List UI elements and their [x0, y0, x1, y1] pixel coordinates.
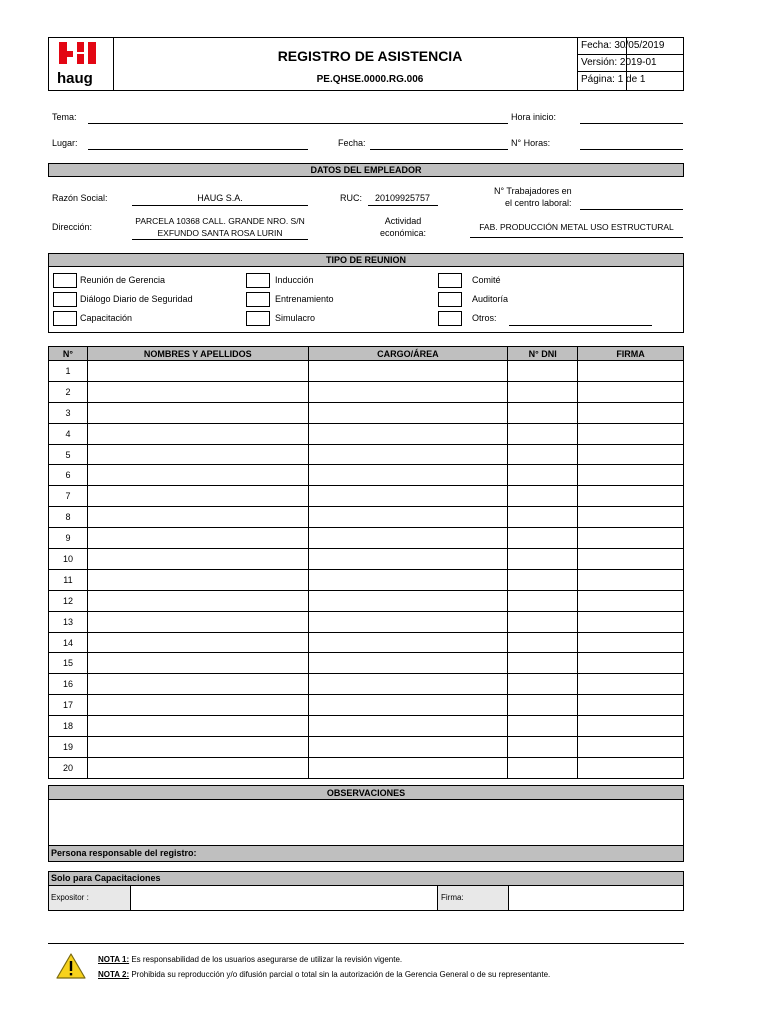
row-dni-cell[interactable] — [508, 528, 578, 549]
nota-1-text: Es responsabilidad de los usuarios asegurarse de utilizar la revisión vigente. — [129, 955, 403, 964]
row-number: 8 — [49, 507, 88, 528]
actividad-value: FAB. PRODUCCIÓN METAL USO ESTRUCTURAL — [479, 222, 674, 232]
row-cargo-cell[interactable] — [308, 653, 508, 674]
row-cargo-cell[interactable] — [308, 737, 508, 758]
row-dni-cell[interactable] — [508, 695, 578, 716]
table-row — [49, 653, 684, 674]
option-dialogo-diario: Diálogo Diario de Seguridad — [80, 294, 193, 304]
direccion-field[interactable] — [132, 239, 308, 240]
nota-1 — [98, 955, 402, 964]
checkbox-induccion[interactable] — [246, 273, 270, 288]
tema-field[interactable] — [88, 123, 508, 124]
row-cargo-cell[interactable] — [308, 674, 508, 695]
table-row — [49, 695, 684, 716]
option-reunion-gerencia: Reunión de Gerencia — [80, 275, 166, 285]
row-number: 10 — [49, 549, 88, 570]
nota-2 — [98, 970, 550, 979]
table-row — [49, 444, 684, 465]
header-pagina: Página: 1 de 1 — [581, 74, 646, 85]
col-header-dni: N° DNI — [508, 347, 578, 361]
checkbox-otros[interactable] — [438, 311, 462, 326]
hora-inicio-field[interactable] — [580, 123, 683, 124]
row-dni-cell[interactable] — [508, 381, 578, 402]
row-cargo-cell[interactable] — [308, 716, 508, 737]
header-version: Versión: 2019-01 — [578, 55, 683, 72]
fecha-label: Fecha: — [338, 138, 366, 148]
row-number: 9 — [49, 528, 88, 549]
row-cargo-cell[interactable] — [308, 569, 508, 590]
row-firma-cell[interactable] — [578, 528, 684, 549]
row-number: 6 — [49, 465, 88, 486]
table-row — [49, 507, 684, 528]
row-names-cell[interactable] — [87, 716, 308, 737]
row-number: 19 — [49, 737, 88, 758]
document-title: REGISTRO DE ASISTENCIA — [277, 48, 463, 64]
row-firma-cell[interactable] — [578, 402, 684, 423]
row-number: 16 — [49, 674, 88, 695]
row-names-cell[interactable] — [87, 402, 308, 423]
table-row — [49, 737, 684, 758]
actividad-field[interactable] — [470, 237, 683, 238]
capacitaciones-title: Solo para Capacitaciones — [48, 871, 684, 886]
table-row — [49, 486, 684, 507]
row-firma-cell[interactable] — [578, 590, 684, 611]
haug-logo-icon — [49, 38, 113, 90]
horas-field[interactable] — [580, 149, 683, 150]
row-cargo-cell[interactable] — [308, 486, 508, 507]
row-firma-cell[interactable] — [578, 549, 684, 570]
firma-field[interactable] — [509, 886, 683, 910]
col-header-cargo: CARGO/ÁREA — [308, 347, 508, 361]
document-code: PE.QHSE.0000.RG.006 — [316, 74, 424, 85]
row-dni-cell[interactable] — [508, 737, 578, 758]
row-firma-cell[interactable] — [578, 361, 684, 382]
row-dni-cell[interactable] — [508, 549, 578, 570]
option-capacitacion: Capacitación — [80, 313, 133, 323]
row-firma-cell[interactable] — [578, 569, 684, 590]
row-names-cell[interactable] — [87, 737, 308, 758]
lugar-field[interactable] — [88, 149, 308, 150]
nota-2-text: Prohibida su reproducción y/o difusión parcial o total sin la autorización de la Gerencia General o de su representante. — [129, 970, 551, 979]
row-firma-cell[interactable] — [578, 632, 684, 653]
row-dni-cell[interactable] — [508, 590, 578, 611]
row-dni-cell[interactable] — [508, 611, 578, 632]
table-row — [49, 423, 684, 444]
row-number: 13 — [49, 611, 88, 632]
row-dni-cell[interactable] — [508, 423, 578, 444]
row-firma-cell[interactable] — [578, 653, 684, 674]
row-dni-cell[interactable] — [508, 361, 578, 382]
row-cargo-cell[interactable] — [308, 465, 508, 486]
header-divider — [577, 37, 578, 91]
option-induccion: Inducción — [275, 275, 314, 285]
row-firma-cell[interactable] — [578, 695, 684, 716]
razon-social-field[interactable] — [132, 205, 308, 206]
option-otros: Otros: — [472, 313, 497, 323]
row-names-cell[interactable] — [87, 611, 308, 632]
trabajadores-field[interactable] — [580, 209, 683, 210]
row-cargo-cell[interactable] — [308, 444, 508, 465]
table-row — [49, 361, 684, 382]
warning-icon — [55, 952, 87, 980]
otros-field[interactable] — [509, 325, 652, 326]
row-names-cell[interactable] — [87, 590, 308, 611]
table-row — [49, 465, 684, 486]
checkbox-entrenamiento[interactable] — [246, 292, 270, 307]
row-names-cell[interactable] — [87, 465, 308, 486]
row-firma-cell[interactable] — [578, 381, 684, 402]
firma-label: Firma: — [437, 886, 509, 910]
row-firma-cell[interactable] — [578, 757, 684, 778]
direccion-label: Dirección: — [52, 222, 93, 232]
direccion-value-2: EXFUNDO SANTA ROSA LURIN — [157, 228, 283, 238]
row-cargo-cell[interactable] — [308, 507, 508, 528]
horas-label: N° Horas: — [511, 138, 551, 148]
row-names-cell[interactable] — [87, 423, 308, 444]
observaciones-title: OBSERVACIONES — [48, 785, 684, 800]
table-row — [49, 590, 684, 611]
row-number: 4 — [49, 423, 88, 444]
expositor-label: Expositor : — [49, 886, 131, 910]
nota-1-label: NOTA 1: — [98, 955, 130, 964]
row-names-cell[interactable] — [87, 757, 308, 778]
option-auditoria: Auditoría — [472, 294, 509, 304]
table-row — [49, 611, 684, 632]
table-row — [49, 716, 684, 737]
nota-2-label: NOTA 2: — [98, 970, 130, 979]
row-names-cell[interactable] — [87, 549, 308, 570]
checkbox-reunion-gerencia[interactable] — [53, 273, 77, 288]
checkbox-capacitacion[interactable] — [53, 311, 77, 326]
row-cargo-cell[interactable] — [308, 590, 508, 611]
observaciones-field[interactable] — [48, 799, 684, 846]
table-row — [49, 674, 684, 695]
table-row — [49, 757, 684, 778]
row-names-cell[interactable] — [87, 361, 308, 382]
header-title-block — [114, 38, 627, 90]
ruc-value: 20109925757 — [375, 193, 431, 203]
row-cargo-cell[interactable] — [308, 402, 508, 423]
lugar-label: Lugar: — [52, 138, 78, 148]
row-number: 1 — [49, 361, 88, 382]
actividad-label-1: Actividad — [384, 216, 422, 226]
row-firma-cell[interactable] — [578, 737, 684, 758]
row-number: 15 — [49, 653, 88, 674]
col-header-firma: FIRMA — [578, 347, 684, 361]
col-header-names: NOMBRES Y APELLIDOS — [87, 347, 308, 361]
row-cargo-cell[interactable] — [308, 361, 508, 382]
trabajadores-label-1: N° Trabajadores en — [494, 186, 572, 196]
row-firma-cell[interactable] — [578, 611, 684, 632]
row-dni-cell[interactable] — [508, 632, 578, 653]
row-names-cell[interactable] — [87, 632, 308, 653]
notes-divider — [48, 943, 684, 944]
row-firma-cell[interactable] — [578, 444, 684, 465]
row-dni-cell[interactable] — [508, 716, 578, 737]
row-cargo-cell[interactable] — [308, 549, 508, 570]
row-dni-cell[interactable] — [508, 569, 578, 590]
row-number: 7 — [49, 486, 88, 507]
row-firma-cell[interactable] — [578, 507, 684, 528]
row-firma-cell[interactable] — [578, 423, 684, 444]
row-names-cell[interactable] — [87, 486, 308, 507]
option-comite: Comité — [472, 275, 501, 285]
row-dni-cell[interactable] — [508, 757, 578, 778]
row-number: 5 — [49, 444, 88, 465]
row-number: 11 — [49, 569, 88, 590]
table-row — [49, 549, 684, 570]
table-row — [49, 528, 684, 549]
table-row — [49, 381, 684, 402]
razon-social-value: HAUG S.A. — [197, 193, 243, 203]
hora-inicio-label: Hora inicio: — [511, 112, 557, 122]
razon-social-label: Razón Social: — [52, 193, 108, 203]
responsable-label: Persona responsable del registro: — [48, 845, 684, 862]
row-number: 14 — [49, 632, 88, 653]
checkbox-auditoria[interactable] — [438, 292, 462, 307]
row-cargo-cell[interactable] — [308, 423, 508, 444]
col-header-number: N° — [49, 347, 88, 361]
row-cargo-cell[interactable] — [308, 381, 508, 402]
row-names-cell[interactable] — [87, 653, 308, 674]
header-meta-block — [578, 38, 683, 90]
row-dni-cell[interactable] — [508, 465, 578, 486]
checkbox-simulacro[interactable] — [246, 311, 270, 326]
row-names-cell[interactable] — [87, 507, 308, 528]
row-names-cell[interactable] — [87, 381, 308, 402]
table-row — [49, 402, 684, 423]
row-firma-cell[interactable] — [578, 465, 684, 486]
row-cargo-cell[interactable] — [308, 611, 508, 632]
row-number: 17 — [49, 695, 88, 716]
ruc-label: RUC: — [340, 193, 362, 203]
row-dni-cell[interactable] — [508, 402, 578, 423]
row-cargo-cell[interactable] — [308, 695, 508, 716]
row-names-cell[interactable] — [87, 674, 308, 695]
row-names-cell[interactable] — [87, 695, 308, 716]
row-firma-cell[interactable] — [578, 716, 684, 737]
attendance-body — [49, 361, 684, 779]
row-cargo-cell[interactable] — [308, 528, 508, 549]
attendance-table — [48, 346, 684, 779]
row-dni-cell[interactable] — [508, 444, 578, 465]
row-names-cell[interactable] — [87, 569, 308, 590]
empleador-section-title: DATOS DEL EMPLEADOR — [48, 163, 684, 177]
row-number: 12 — [49, 590, 88, 611]
actividad-label-2: económica: — [379, 228, 427, 238]
option-entrenamiento: Entrenamiento — [275, 294, 334, 304]
ruc-field[interactable] — [368, 205, 438, 206]
row-number: 3 — [49, 402, 88, 423]
attendance-header-row — [49, 347, 684, 361]
row-names-cell[interactable] — [87, 444, 308, 465]
row-cargo-cell[interactable] — [308, 632, 508, 653]
row-dni-cell[interactable] — [508, 674, 578, 695]
option-simulacro: Simulacro — [275, 313, 316, 323]
row-names-cell[interactable] — [87, 528, 308, 549]
table-row — [49, 569, 684, 590]
row-number: 20 — [49, 757, 88, 778]
header-fecha: Fecha: 30/05/2019 — [578, 38, 683, 55]
direccion-value-1: PARCELA 10368 CALL. GRANDE NRO. S/N — [135, 216, 305, 226]
fecha-field[interactable] — [370, 149, 508, 150]
document-header — [48, 37, 684, 91]
svg-text:haug: haug — [57, 70, 93, 87]
table-row — [49, 632, 684, 653]
company-logo — [49, 38, 114, 90]
expositor-field[interactable] — [131, 886, 437, 910]
row-cargo-cell[interactable] — [308, 757, 508, 778]
row-dni-cell[interactable] — [508, 486, 578, 507]
checkbox-comite[interactable] — [438, 273, 462, 288]
checkbox-dialogo-diario[interactable] — [53, 292, 77, 307]
row-number: 18 — [49, 716, 88, 737]
trabajadores-label-2: el centro laboral: — [505, 198, 572, 208]
tipo-section-title: TIPO DE REUNION — [48, 253, 684, 267]
tema-label: Tema: — [52, 112, 77, 122]
row-number: 2 — [49, 381, 88, 402]
row-firma-cell[interactable] — [578, 486, 684, 507]
row-dni-cell[interactable] — [508, 507, 578, 528]
row-firma-cell[interactable] — [578, 674, 684, 695]
row-dni-cell[interactable] — [508, 653, 578, 674]
